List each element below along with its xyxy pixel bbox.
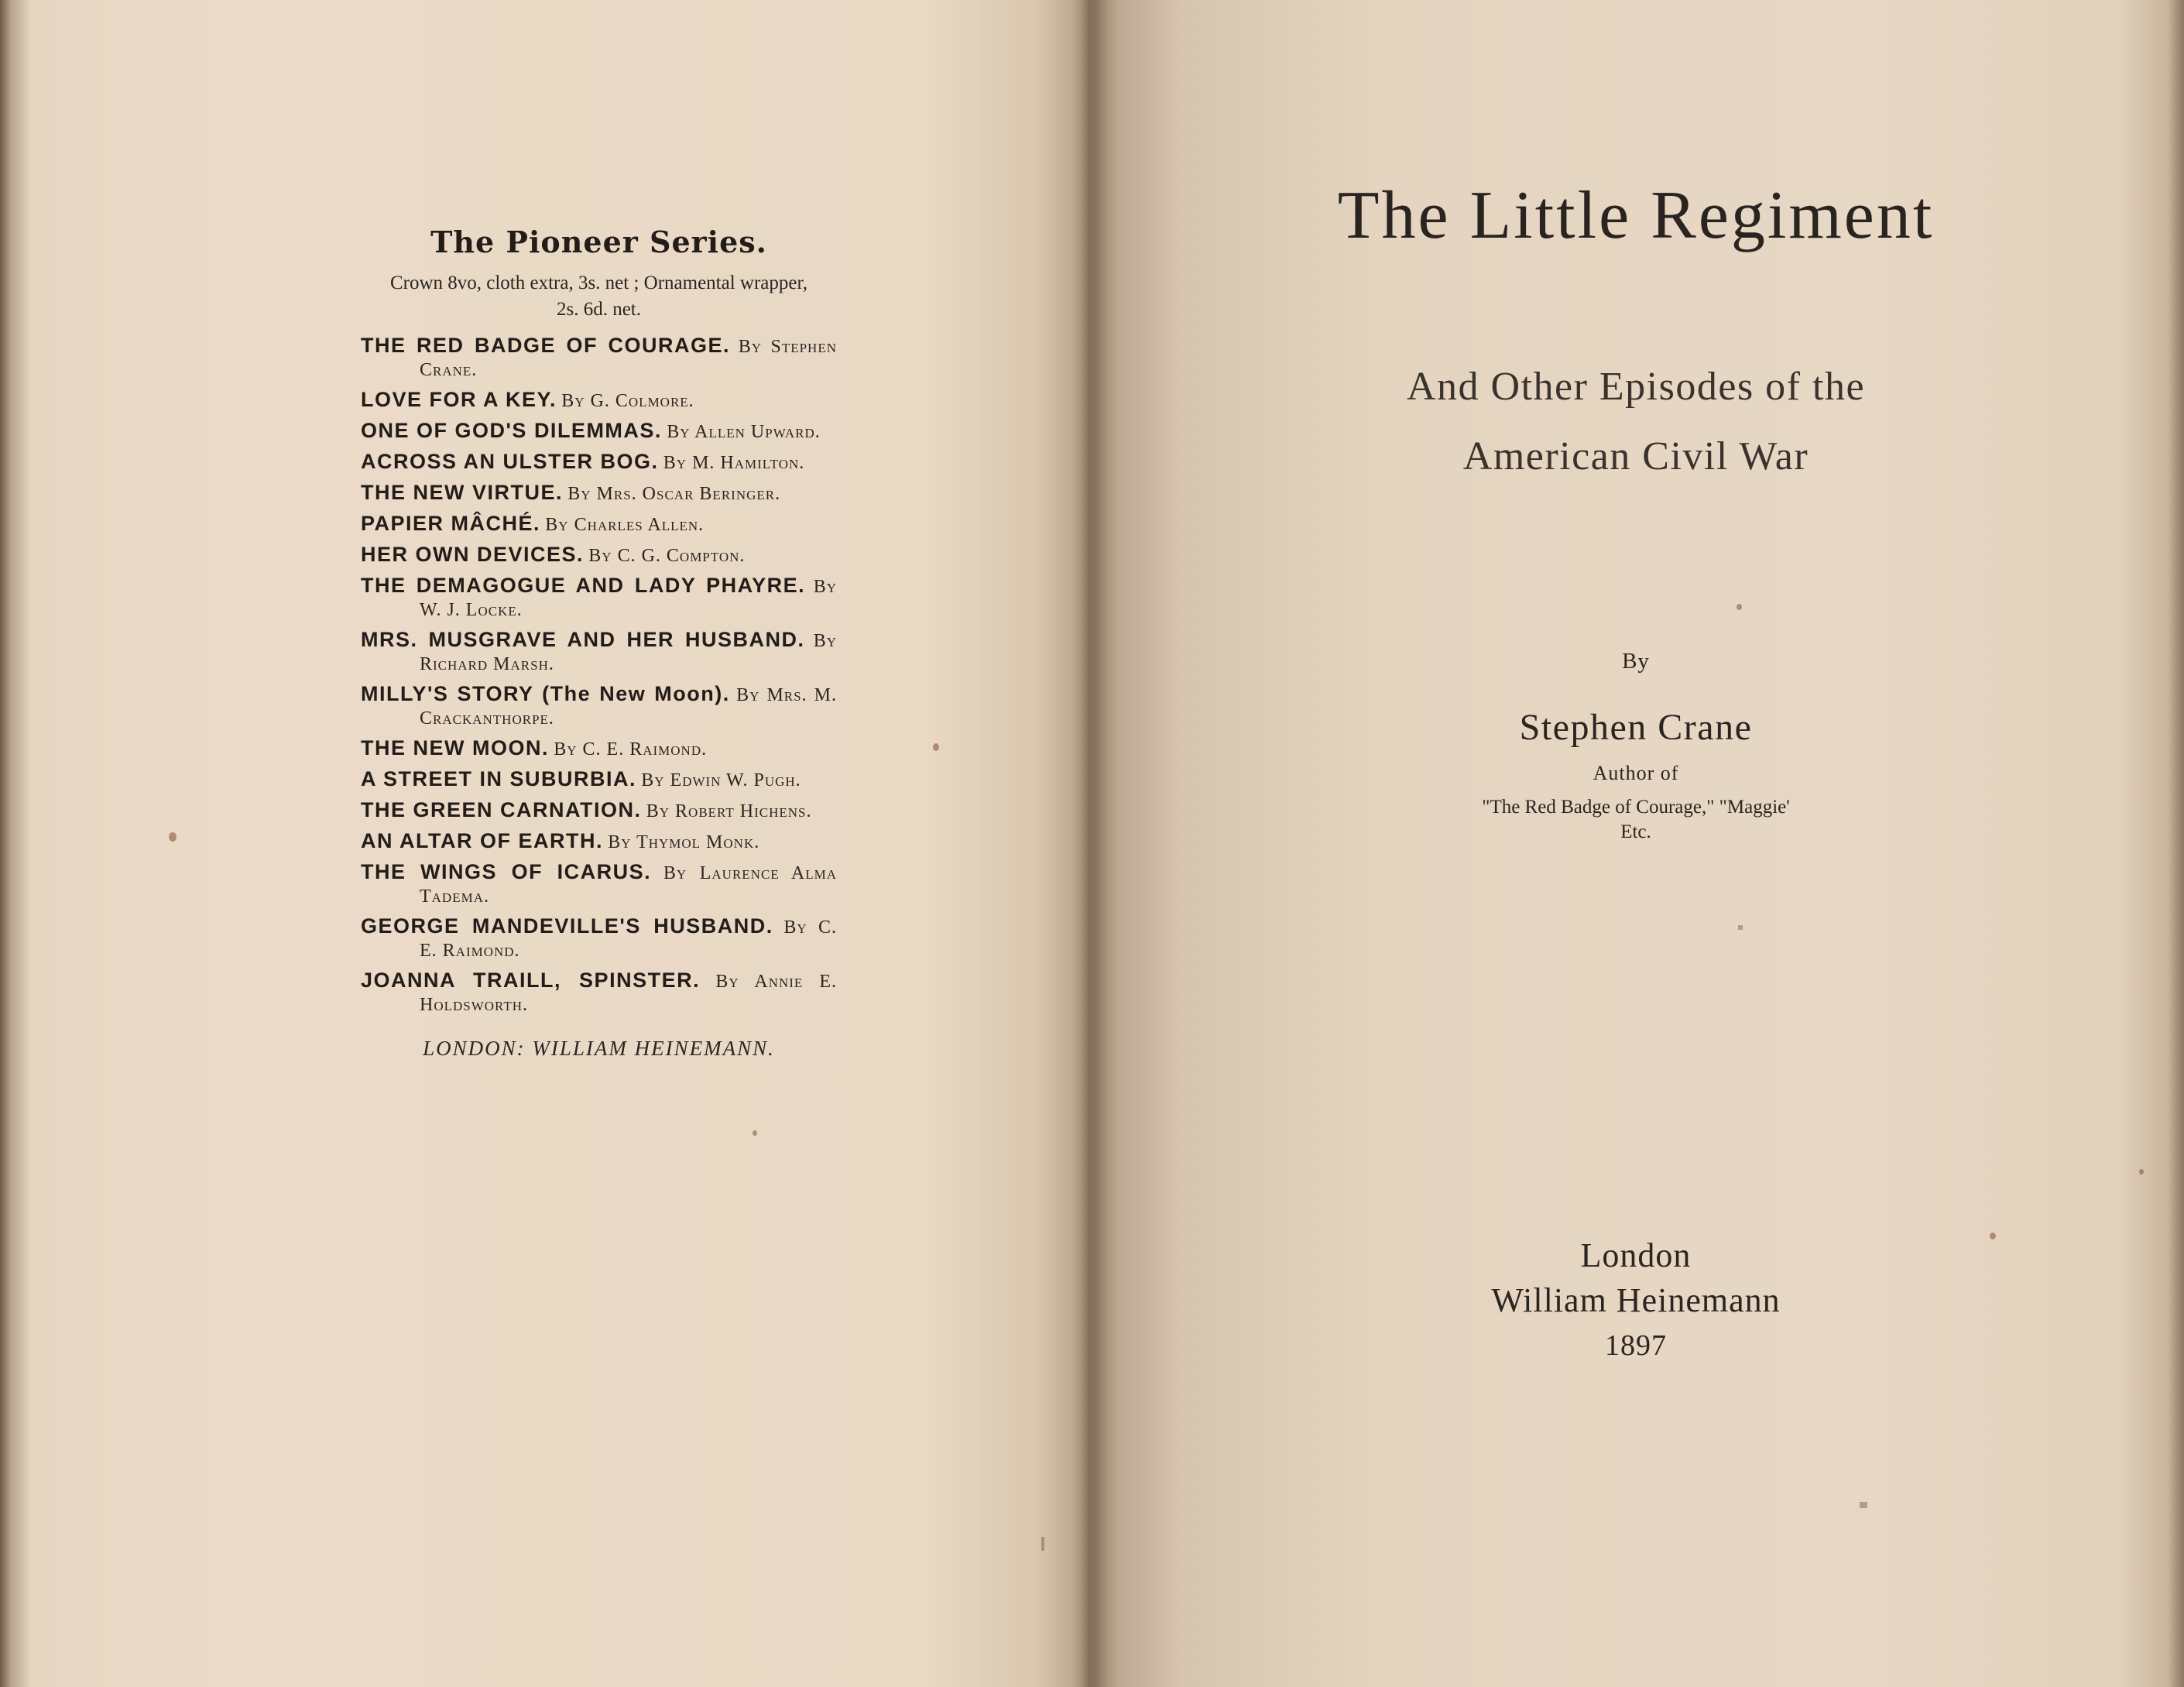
book-author: By C. E. Raimond.: [554, 739, 708, 759]
page-mark: [1041, 1537, 1044, 1551]
book-title: ACROSS AN ULSTER BOG.: [361, 450, 659, 473]
author-name: Stephen Crane: [1519, 707, 1753, 748]
series-title: The Pioneer Series.: [430, 225, 767, 259]
book-title: MRS. MUSGRAVE AND HER HUSBAND.: [361, 628, 805, 651]
foxing-spot: [1737, 604, 1742, 610]
list-item: [361, 450, 837, 475]
book-title: THE DEMAGOGUE AND LADY PHAYRE.: [361, 574, 806, 597]
page-mark: [1738, 925, 1743, 930]
book-title: LOVE FOR A KEY.: [361, 388, 557, 411]
series-format: Crown 8vo, cloth extra, 3s. net ; Ornamental wrapper, 2s. 6d. net.: [389, 273, 808, 320]
book-author: By Stephen Crane.: [420, 337, 837, 380]
list-item: [361, 419, 837, 444]
book-author: By Robert Hichens.: [646, 801, 812, 821]
book-title: THE NEW MOON.: [361, 736, 549, 759]
imprint: [1088, 1233, 2184, 1368]
list-item: [361, 829, 837, 854]
book-author: By Mrs. Oscar Beringer.: [567, 484, 781, 504]
book-title: THE NEW VIRTUE.: [361, 481, 564, 504]
prior-works-line: Etc.: [1620, 821, 1651, 842]
list-item: [361, 388, 837, 413]
book-author: By G. Colmore.: [561, 391, 694, 411]
book-author: By Allen Upward.: [667, 422, 821, 442]
series-publisher: LONDON: WILLIAM HEINEMANN.: [423, 1037, 775, 1060]
book-title: THE WINGS OF ICARUS.: [361, 860, 652, 883]
book-title: HER OWN DEVICES.: [361, 543, 585, 566]
list-item: [361, 914, 837, 962]
foxing-spot: [933, 743, 939, 751]
foxing-spot: [753, 1130, 757, 1136]
book-subtitle: [1088, 352, 2184, 492]
book-author: By W. J. Locke.: [420, 577, 837, 620]
book-author: By C. E. Raimond.: [420, 917, 837, 961]
list-item: [361, 767, 837, 792]
left-page: [0, 0, 1088, 1687]
list-item: [361, 543, 837, 567]
book-author: By Edwin W. Pugh.: [641, 770, 801, 790]
list-item: [361, 682, 837, 730]
book-title: PAPIER MÂCHÉ.: [361, 512, 541, 535]
foxing-spot: [1990, 1233, 1996, 1240]
book-author: By C. G. Compton.: [588, 546, 746, 566]
series-advertisement: [361, 225, 837, 1061]
imprint-year: 1897: [1605, 1329, 1667, 1362]
book-title: JOANNA TRAILL, SPINSTER.: [361, 969, 701, 992]
book-author: By Thymol Monk.: [608, 832, 760, 852]
book-author: By Laurence Alma Tadema.: [420, 863, 838, 907]
book-title-heading: The Little Regiment: [1337, 178, 1935, 253]
list-item: [361, 798, 837, 823]
title-page: [1088, 0, 2184, 1687]
list-item: [361, 628, 837, 676]
subtitle-line: American Civil War: [1462, 434, 1809, 478]
list-item: [361, 860, 837, 908]
list-item: [361, 512, 837, 537]
by-label: By: [1622, 649, 1650, 674]
book-author: By Richard Marsh.: [420, 631, 837, 674]
prior-works-line: "The Red Badge of Courage," "Maggie': [1482, 797, 1790, 818]
book-title: THE RED BADGE OF COURAGE.: [361, 334, 730, 357]
book-title: ONE OF GOD'S DILEMMAS.: [361, 419, 662, 442]
book-author: By Charles Allen.: [545, 515, 705, 535]
imprint-city: London: [1580, 1236, 1692, 1274]
book-title: GEORGE MANDEVILLE'S HUSBAND.: [361, 914, 773, 938]
list-item: [361, 574, 837, 622]
subtitle-line: And Other Episodes of the: [1406, 365, 1866, 409]
book-list: [361, 334, 837, 1017]
book-title: A STREET IN SUBURBIA.: [361, 767, 637, 790]
book-author: By Mrs. M. Crackanthorpe.: [420, 685, 838, 729]
foxing-spot: [169, 832, 177, 842]
page-mark: [1860, 1502, 1867, 1508]
author-of-label: Author of: [1593, 762, 1679, 784]
foxing-spot: [2139, 1169, 2144, 1174]
book-author: By Annie E. Holdsworth.: [420, 972, 837, 1015]
list-item: [361, 736, 837, 761]
book-title: THE GREEN CARNATION.: [361, 798, 642, 821]
list-item: [361, 334, 837, 382]
book-author: By M. Hamilton.: [663, 453, 805, 473]
list-item: [361, 481, 837, 506]
book-title: MILLY'S STORY (The New Moon).: [361, 682, 730, 705]
list-item: [361, 969, 837, 1017]
book-title: AN ALTAR OF EARTH.: [361, 829, 603, 852]
imprint-publisher: William Heinemann: [1491, 1281, 1781, 1319]
prior-works: [1088, 795, 2184, 845]
